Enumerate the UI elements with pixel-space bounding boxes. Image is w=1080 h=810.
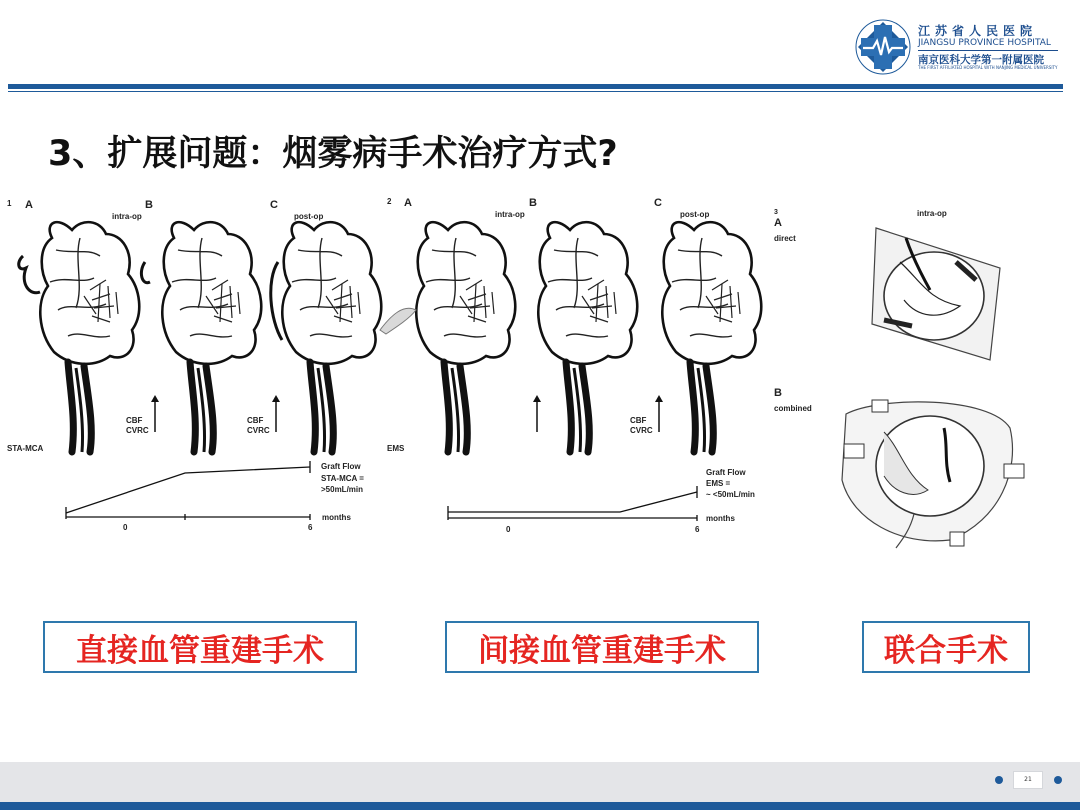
panel-1-cvrc-b: CVRC [126, 426, 149, 435]
panel-2-months: months [706, 514, 735, 523]
panel-1-label-a: A [25, 199, 33, 211]
panel-3-label-b: B [774, 387, 782, 399]
direct-revascularization-label [43, 621, 357, 673]
panel-1-number: 1 [7, 199, 12, 208]
panel-2-cvrc-c: CVRC [630, 426, 653, 435]
footer-stripe [0, 802, 1080, 810]
graft-flow-curve-2 [448, 492, 697, 512]
cbf-arrow-head-2c [655, 395, 663, 402]
page-number: 21 [1013, 771, 1043, 789]
footer-bar [0, 762, 1080, 802]
surgical-field-combined [842, 400, 1024, 548]
combined-surgery-label [862, 621, 1030, 673]
panel-2-number: 2 [387, 197, 392, 206]
panel-1-tick-6: 6 [308, 523, 313, 532]
surgery-figure [0, 185, 1080, 565]
header-rule-thin [8, 91, 1063, 92]
hospital-name-divider [918, 50, 1058, 51]
hospital-logo-icon [855, 19, 911, 75]
panel-2-label-b: B [529, 197, 537, 209]
panel-2-tick-6: 6 [695, 525, 700, 534]
panel-1-graft-flow-value: >50mL/min [321, 485, 364, 494]
panel-1-post-op: post-op [294, 212, 324, 221]
cbf-arrow-head-2b [533, 395, 541, 402]
panel-1-procedure: STA-MCA [7, 444, 44, 453]
panel-2-graft-flow-value: ~ <50mL/min [706, 490, 755, 499]
panel-2-label-c: C [654, 197, 662, 209]
panel-2-graft-flow-title: Graft Flow [706, 468, 746, 477]
panel-1-label-b: B [145, 199, 153, 211]
panel-3-combined-text: combined [774, 404, 812, 413]
panel-1-sta-mca [7, 199, 381, 532]
footer-dot-left [995, 776, 1003, 784]
graft-flow-curve-1 [66, 467, 310, 513]
panel-3-label-a: A [774, 217, 782, 229]
panel-3-combined [774, 209, 1024, 548]
cbf-arrow-head-1c [272, 395, 280, 402]
panel-3-number: 3 [774, 209, 778, 216]
panel-2-post-op: post-op [680, 210, 710, 219]
panel-1-months: months [322, 513, 351, 522]
panel-2-procedure: EMS [387, 444, 405, 453]
surgical-field-direct [872, 228, 1000, 360]
indirect-revascularization-text: 间接血管重建手术 [478, 632, 726, 669]
combined-surgery-text: 联合手术 [884, 632, 1008, 669]
hospital-name-en: JIANGSU PROVINCE HOSPITAL [918, 38, 1051, 48]
direct-revascularization-text: 直接血管重建手术 [76, 632, 324, 669]
sta-graft-1a [19, 256, 40, 293]
slide-title: 3、扩展问题：烟雾病手术治疗方式? [48, 134, 618, 174]
indirect-revascularization-label [445, 621, 759, 673]
panel-2-cbf-c: CBF [630, 416, 647, 425]
panel-1-graft-flow-title: Graft Flow [321, 462, 361, 471]
panel-2-tick-0: 0 [506, 525, 511, 534]
brain-illustration-2a [416, 222, 515, 452]
footer-dot-right [1054, 776, 1062, 784]
panel-2-label-a: A [404, 197, 412, 209]
panel-1-label-c: C [270, 199, 278, 211]
panel-2-ems [380, 197, 761, 534]
cbf-arrow-head-1b [151, 395, 159, 402]
panel-2-graft-flow-name: EMS = [706, 479, 731, 488]
muscle-flap-2a [380, 308, 416, 334]
panel-3-direct: direct [774, 234, 796, 243]
hospital-affiliation-cn: 南京医科大学第一附属医院 [918, 54, 1044, 66]
brain-illustration-1c [282, 222, 381, 452]
header-rule [8, 84, 1063, 89]
panel-1-tick-0: 0 [123, 523, 128, 532]
brain-illustration-1a [40, 222, 139, 452]
panel-1-cbf-b: CBF [126, 416, 143, 425]
panel-1-cbf-c: CBF [247, 416, 264, 425]
hospital-affiliation-en: THE FIRST AFFILIATED HOSPITAL WITH NANJING MEDICAL UNIVERSITY [918, 65, 1058, 70]
panel-3-intra-op: intra-op [917, 209, 947, 218]
panel-1-graft-flow-name: STA-MCA = [321, 474, 364, 483]
brain-illustration-2c [662, 222, 761, 452]
hospital-name-cn: 江苏省人民医院 [918, 24, 1038, 38]
panel-1-intra-op: intra-op [112, 212, 142, 221]
brain-illustration-2b [538, 222, 637, 452]
panel-1-cvrc-c: CVRC [247, 426, 270, 435]
panel-2-intra-op: intra-op [495, 210, 525, 219]
